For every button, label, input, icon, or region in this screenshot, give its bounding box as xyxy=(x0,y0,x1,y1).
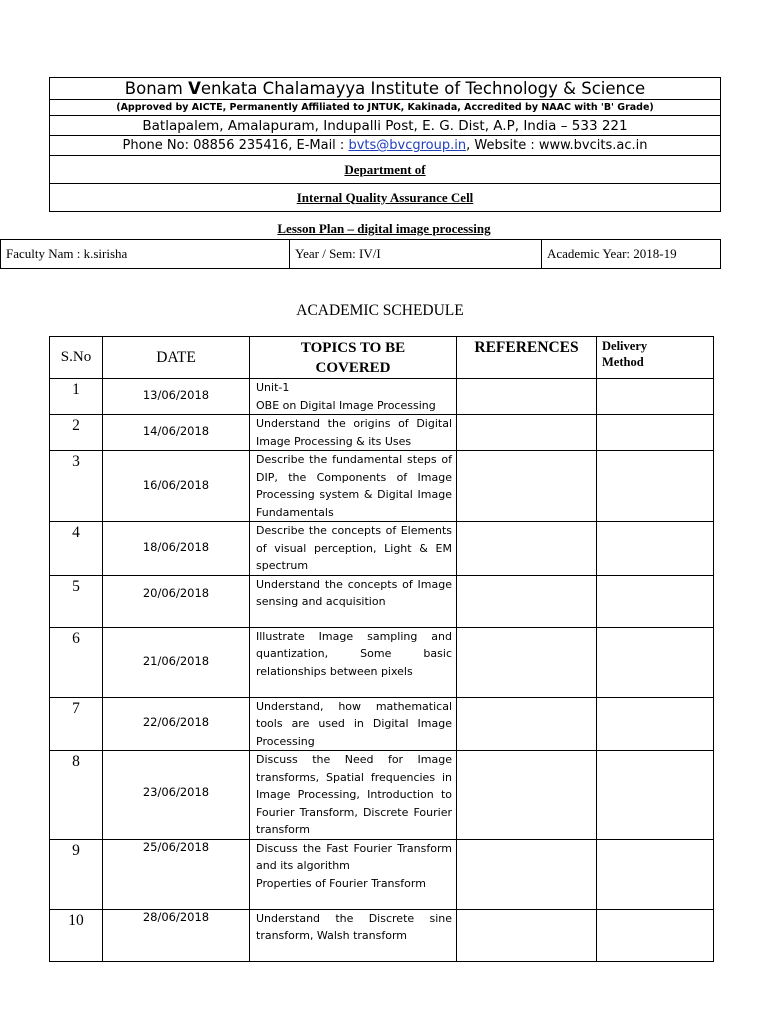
row-delivery-method xyxy=(597,909,714,961)
table-row xyxy=(50,379,714,415)
row-sno: 1 xyxy=(50,379,103,415)
table-row xyxy=(50,909,714,961)
row-delivery-method xyxy=(597,522,714,576)
schedule-title: ACADEMIC SCHEDULE xyxy=(296,302,464,319)
email-link[interactable]: bvts@bvcgroup.in xyxy=(348,138,467,153)
lesson-plan-title: Lesson Plan – digital image processing xyxy=(277,221,491,236)
year-sem: Year / Sem: IV/I xyxy=(290,240,542,269)
row-date: 16/06/2018 xyxy=(103,451,250,522)
topic-line: Understand, how mathematical tools are used in Digital Image Processing xyxy=(256,699,452,748)
row-date: 28/06/2018 xyxy=(103,909,250,961)
row-references xyxy=(457,415,597,451)
header-date: DATE xyxy=(103,337,250,379)
institute-header xyxy=(49,77,721,212)
faculty-name: Faculty Nam : k.sirisha xyxy=(1,240,290,269)
row-delivery-method xyxy=(597,697,714,751)
row-date: 23/06/2018 xyxy=(103,751,250,840)
row-sno: 7 xyxy=(50,697,103,751)
header-references: REFERENCES xyxy=(457,337,597,379)
row-references xyxy=(457,379,597,415)
row-sno: 9 xyxy=(50,839,103,909)
row-topic xyxy=(250,379,457,415)
row-date: 13/06/2018 xyxy=(103,379,250,415)
header-delivery-method: Delivery Method xyxy=(597,337,714,379)
row-topic xyxy=(250,522,457,576)
faculty-info-table xyxy=(0,239,721,269)
row-topic xyxy=(250,451,457,522)
table-row xyxy=(50,839,714,909)
row-references xyxy=(457,697,597,751)
row-topic xyxy=(250,627,457,697)
topic-line: Describe the concepts of Elements of visual perception, Light & EM spectrum xyxy=(256,524,452,572)
row-sno: 5 xyxy=(50,575,103,627)
row-delivery-method xyxy=(597,751,714,840)
cell-label: Internal Quality Assurance Cell xyxy=(50,184,721,212)
topic-line: Unit-1 xyxy=(256,381,290,394)
row-topic xyxy=(250,909,457,961)
header-topics: TOPICS TO BE COVERED xyxy=(250,337,457,379)
row-topic xyxy=(250,415,457,451)
row-delivery-method xyxy=(597,575,714,627)
row-sno: 3 xyxy=(50,451,103,522)
topic-line: Discuss the Fast Fourier Transform and its algorithm xyxy=(256,841,452,872)
table-row xyxy=(50,415,714,451)
row-references xyxy=(457,909,597,961)
row-date: 22/06/2018 xyxy=(103,697,250,751)
row-date: 18/06/2018 xyxy=(103,522,250,576)
row-references xyxy=(457,751,597,840)
row-topic xyxy=(250,751,457,840)
row-references xyxy=(457,627,597,697)
row-date: 21/06/2018 xyxy=(103,627,250,697)
row-delivery-method xyxy=(597,379,714,415)
header-sno: S.No xyxy=(50,337,103,379)
table-row xyxy=(50,697,714,751)
topic-line: OBE on Digital Image Processing xyxy=(256,398,436,412)
row-date: 20/06/2018 xyxy=(103,575,250,627)
row-sno: 8 xyxy=(50,751,103,840)
row-delivery-method xyxy=(597,627,714,697)
topic-line: Understand the concepts of Image sensing and acquisition xyxy=(256,577,452,608)
approval-line: (Approved by AICTE, Permanently Affiliated to JNTUK, Kakinada, Accredited by NAAC with 'B' Grade) xyxy=(50,100,721,116)
row-references xyxy=(457,451,597,522)
topic-line: Illustrate Image sampling and quantization, Some basic relationships between pixels xyxy=(256,629,452,678)
table-row xyxy=(50,751,714,840)
row-sno: 6 xyxy=(50,627,103,697)
contact-line: Phone No: 08856 235416, E-Mail : bvts@bvcgroup.in, Website : www.bvcits.ac.in xyxy=(50,136,721,156)
table-row xyxy=(50,522,714,576)
schedule-header-row xyxy=(50,337,714,379)
row-topic xyxy=(250,575,457,627)
institute-name: Bonam Venkata Chalamayya Institute of Technology & Science xyxy=(50,78,721,100)
topic-line: Properties of Fourier Transform xyxy=(256,876,426,890)
row-references xyxy=(457,839,597,909)
table-row xyxy=(50,627,714,697)
row-delivery-method xyxy=(597,839,714,909)
row-references xyxy=(457,575,597,627)
row-date: 25/06/2018 xyxy=(103,839,250,909)
topic-line: Understand the origins of Digital Image Processing & its Uses xyxy=(256,417,452,448)
row-sno: 4 xyxy=(50,522,103,576)
table-row xyxy=(50,575,714,627)
row-sno: 10 xyxy=(50,909,103,961)
row-references xyxy=(457,522,597,576)
department-label: Department of xyxy=(50,156,721,184)
row-delivery-method xyxy=(597,415,714,451)
row-date: 14/06/2018 xyxy=(103,415,250,451)
topic-line: Describe the fundamental steps of DIP, the Components of Image Processing system & Digital Image Fundamentals xyxy=(256,453,452,519)
topic-line: Discuss the Need for Image transforms, Spatial frequencies in Image Processing, Introduction to Fourier Transform, Discrete Fourier transform xyxy=(256,753,452,836)
academic-year: Academic Year: 2018-19 xyxy=(542,240,721,269)
row-topic xyxy=(250,697,457,751)
topic-line: Understand the Discrete sine transform, Walsh transform xyxy=(256,911,452,942)
schedule-table xyxy=(49,336,714,962)
row-topic xyxy=(250,839,457,909)
address-line: Batlapalem, Amalapuram, Indupalli Post, E. G. Dist, A.P, India – 533 221 xyxy=(50,116,721,136)
table-row xyxy=(50,451,714,522)
row-sno: 2 xyxy=(50,415,103,451)
row-delivery-method xyxy=(597,451,714,522)
